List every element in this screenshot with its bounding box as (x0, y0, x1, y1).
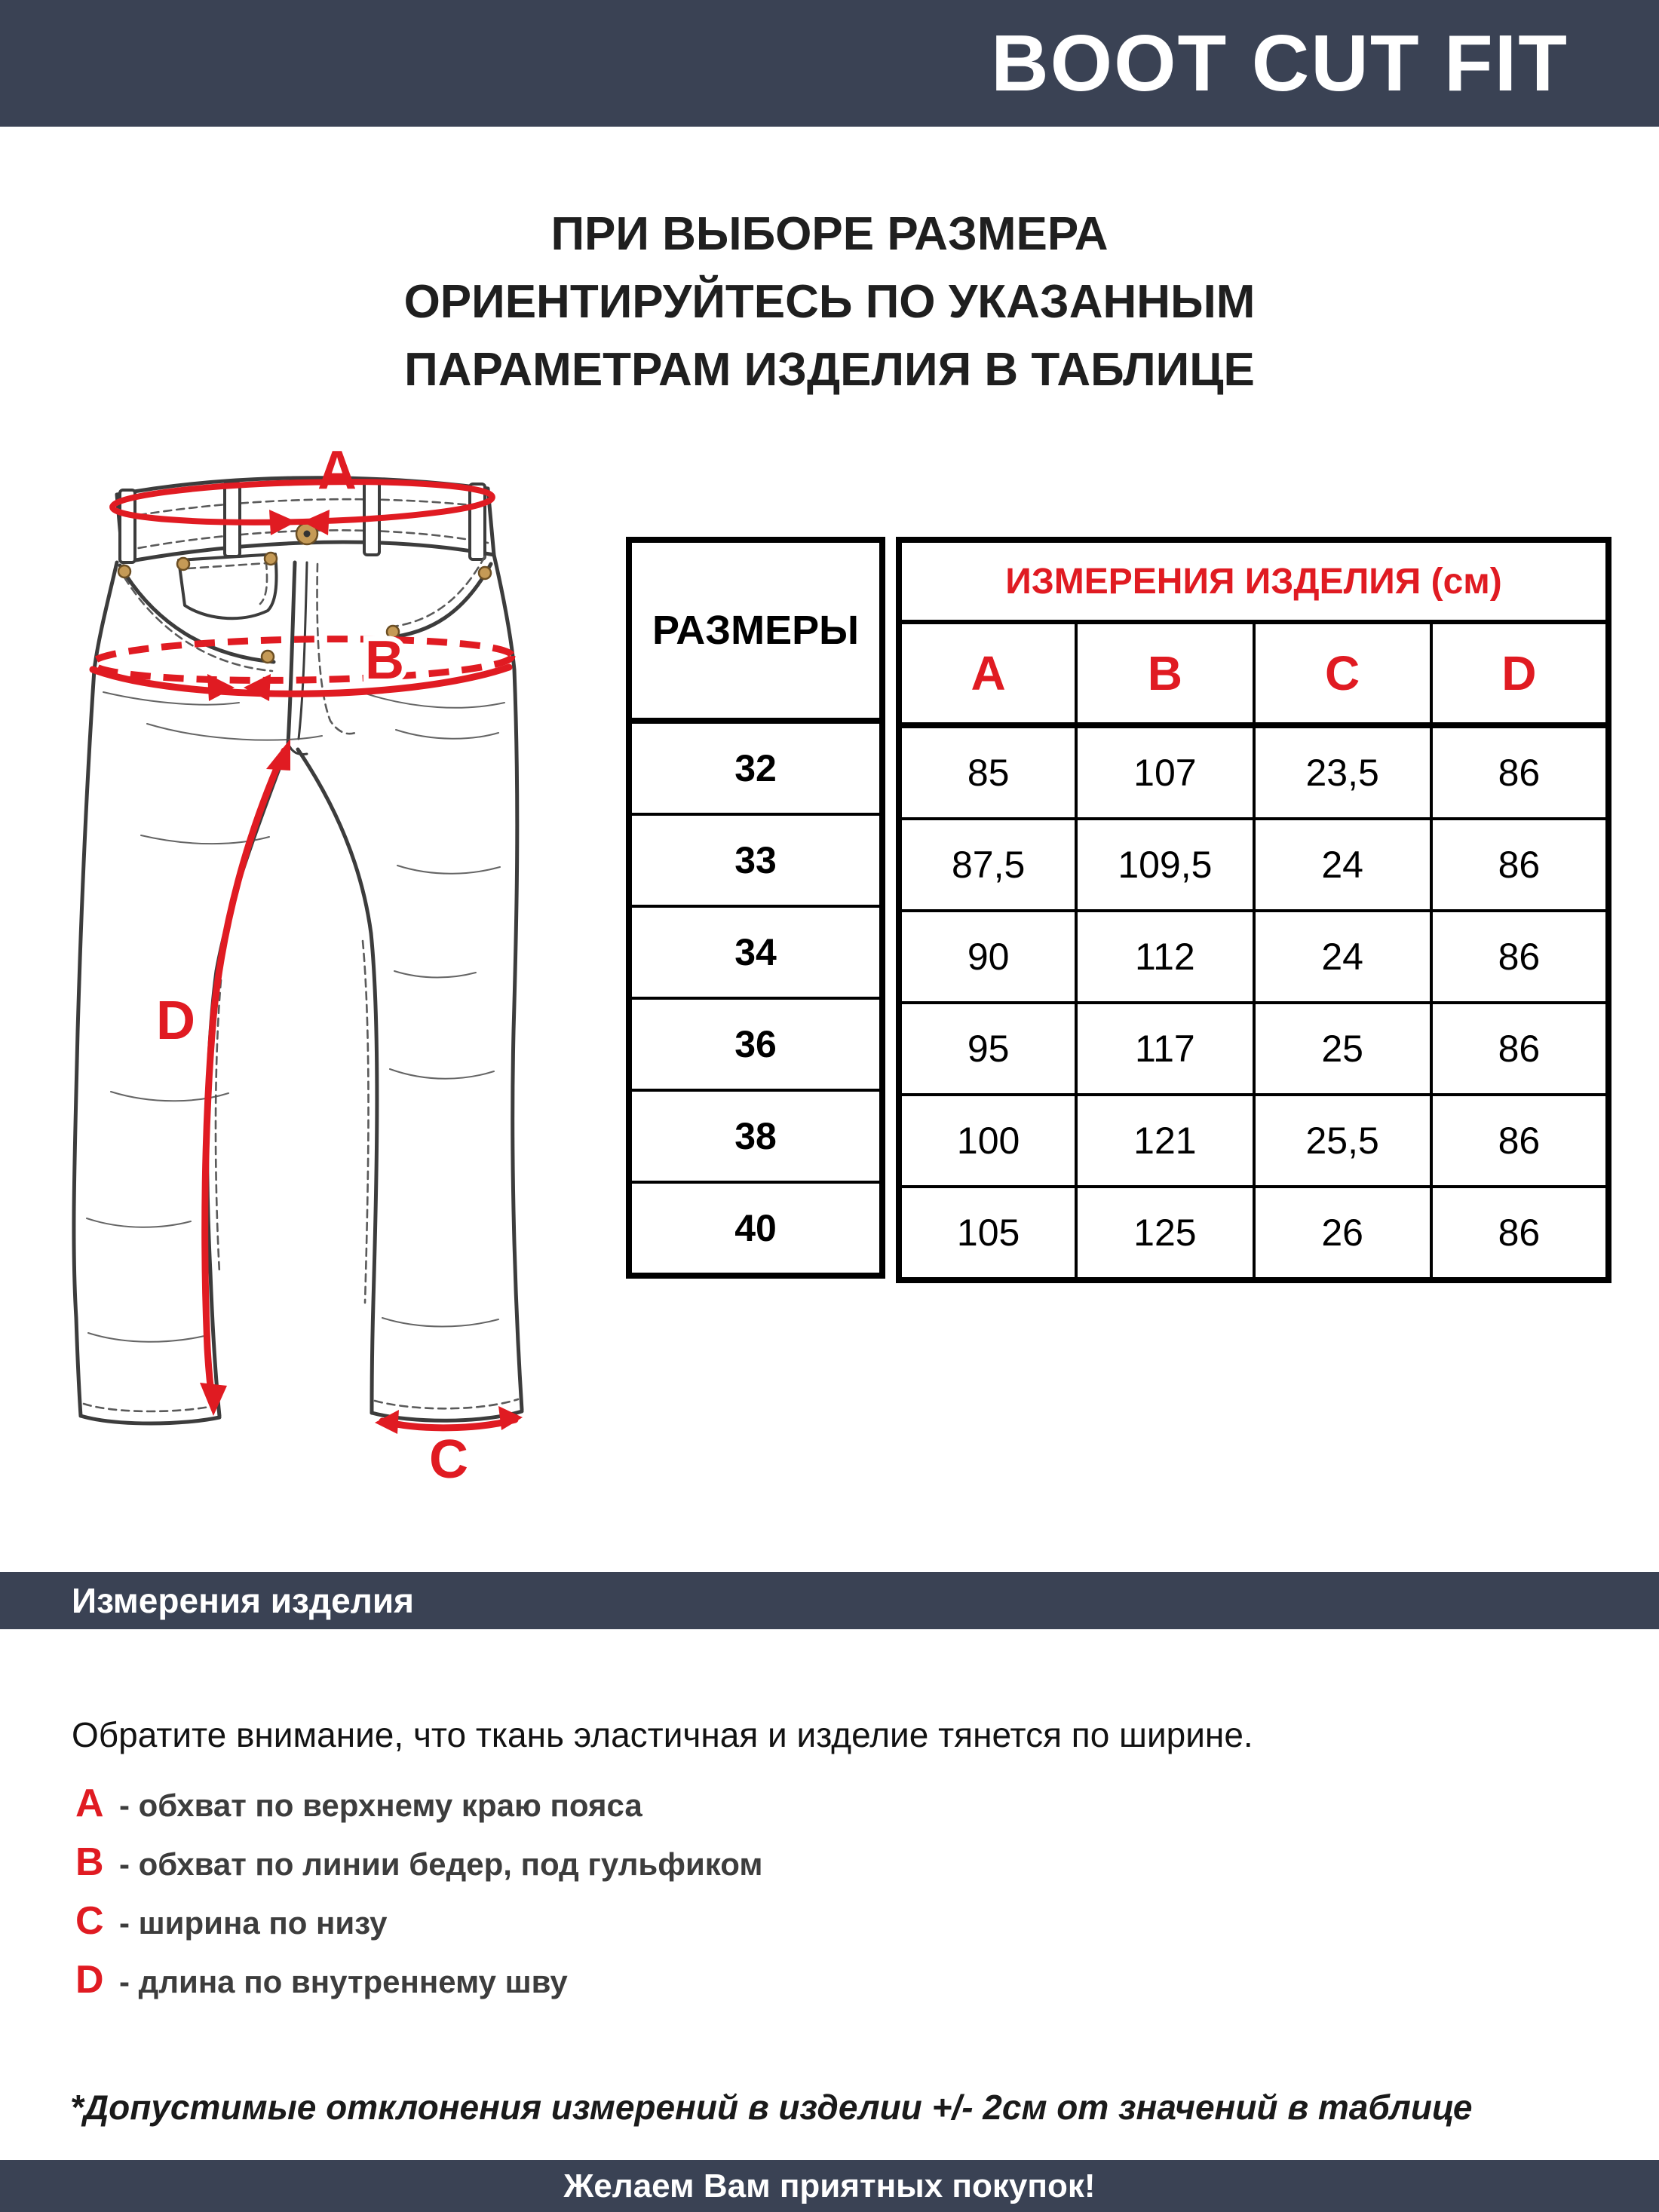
size-cell: 36 (629, 998, 882, 1090)
measurement-cell-b: 121 (1076, 1095, 1253, 1187)
measurement-row (899, 911, 1608, 1003)
label-d: D (156, 991, 195, 1051)
measurements-table (896, 537, 1611, 1283)
size-row (629, 1090, 882, 1182)
measurement-cell-c: 24 (1254, 911, 1431, 1003)
measurement-cell-d: 86 (1431, 1187, 1608, 1280)
definition-row (75, 1898, 762, 1943)
section-title-bar (0, 1572, 1659, 1629)
header-bar (0, 0, 1659, 127)
size-cell: 40 (629, 1182, 882, 1276)
measurement-cell-b: 107 (1076, 725, 1253, 819)
tolerance-footnote: *Допустимые отклонения измерений в изделии +/- 2см от значений в таблице (70, 2088, 1473, 2127)
measurement-cell-b: 117 (1076, 1003, 1253, 1095)
measurement-cell-d: 86 (1431, 725, 1608, 819)
section-title: Измерения изделия (72, 1581, 415, 1620)
size-row (629, 721, 882, 814)
measurement-cell-a: 100 (899, 1095, 1076, 1187)
definition-text: - обхват по верхнему краю пояса (119, 1788, 642, 1823)
size-cell: 34 (629, 906, 882, 998)
measurement-cell-c: 23,5 (1254, 725, 1431, 819)
measurement-cell-c: 26 (1254, 1187, 1431, 1280)
measurements-header: ИЗМЕРЕНИЯ ИЗДЕЛИЯ (см) (899, 540, 1608, 622)
label-c: C (429, 1429, 468, 1490)
measurement-cell-a: 90 (899, 911, 1076, 1003)
definition-text: - обхват по линии бедер, под гульфиком (119, 1846, 763, 1882)
measurement-row (899, 1187, 1608, 1280)
measurement-cell-c: 25,5 (1254, 1095, 1431, 1187)
rivet-icon (262, 651, 274, 663)
measurement-cell-d: 86 (1431, 819, 1608, 911)
sizes-table (626, 537, 885, 1279)
measurement-cell-a: 87,5 (899, 819, 1076, 911)
definition-letter: A (75, 1782, 104, 1825)
jeans-illustration (41, 443, 626, 1499)
column-c: C (1254, 622, 1431, 725)
jeans-diagram (41, 443, 626, 1499)
measurement-row (899, 725, 1608, 819)
measurement-cell-a: 105 (899, 1187, 1076, 1280)
footer-message: Желаем Вам приятных покупок! (563, 2167, 1096, 2204)
definition-row (75, 1781, 762, 1825)
size-row (629, 906, 882, 998)
measurement-cell-d: 86 (1431, 911, 1608, 1003)
rivet-icon (118, 565, 130, 578)
measurement-cell-b: 112 (1076, 911, 1253, 1003)
definition-letter: C (75, 1899, 104, 1943)
rivet-icon (479, 567, 491, 579)
size-row (629, 998, 882, 1090)
definition-letter: B (75, 1840, 104, 1884)
measurement-cell-c: 24 (1254, 819, 1431, 911)
column-a: A (899, 622, 1076, 725)
header-title: BOOT CUT FIT (991, 18, 1569, 108)
column-d: D (1431, 622, 1608, 725)
rivet-icon (265, 553, 277, 565)
measurement-cell-b: 125 (1076, 1187, 1253, 1280)
measurement-row (899, 1003, 1608, 1095)
size-cell: 38 (629, 1090, 882, 1182)
measurement-cell-d: 86 (1431, 1003, 1608, 1095)
intro-line-1: ПРИ ВЫБОРЕ РАЗМЕРА (550, 208, 1109, 260)
definition-row (75, 1957, 762, 2002)
definition-row (75, 1840, 763, 1884)
measurement-row (899, 819, 1608, 911)
definition-letter: D (75, 1958, 104, 2002)
sizes-header: РАЗМЕРЫ (629, 540, 882, 721)
label-b: B (365, 630, 404, 691)
measurement-cell-b: 109,5 (1076, 819, 1253, 911)
definition-text: - длина по внутреннему шву (119, 1964, 568, 1999)
elasticity-note: Обратите внимание, что ткань эластичная и изделие тянется по ширине. (72, 1715, 1253, 1754)
intro-line-3: ПАРАМЕТРАМ ИЗДЕЛИЯ В ТАБЛИЦЕ (404, 344, 1255, 396)
measurement-row (899, 1095, 1608, 1187)
rivet-icon (177, 558, 189, 570)
definitions-list (75, 1781, 762, 2016)
size-row (629, 814, 882, 906)
label-a: A (317, 443, 357, 501)
measurement-cell-c: 25 (1254, 1003, 1431, 1095)
definition-text: - ширина по низу (119, 1905, 388, 1941)
size-cell: 32 (629, 721, 882, 814)
measurement-cell-a: 95 (899, 1003, 1076, 1095)
footer-bar (0, 2160, 1659, 2212)
size-cell: 33 (629, 814, 882, 906)
measurement-cell-d: 86 (1431, 1095, 1608, 1187)
column-b: B (1076, 622, 1253, 725)
measurement-cell-a: 85 (899, 725, 1076, 819)
intro-line-2: ОРИЕНТИРУЙТЕСЬ ПО УКАЗАННЫМ (403, 276, 1256, 328)
intro-heading (0, 201, 1659, 404)
size-row (629, 1182, 882, 1276)
